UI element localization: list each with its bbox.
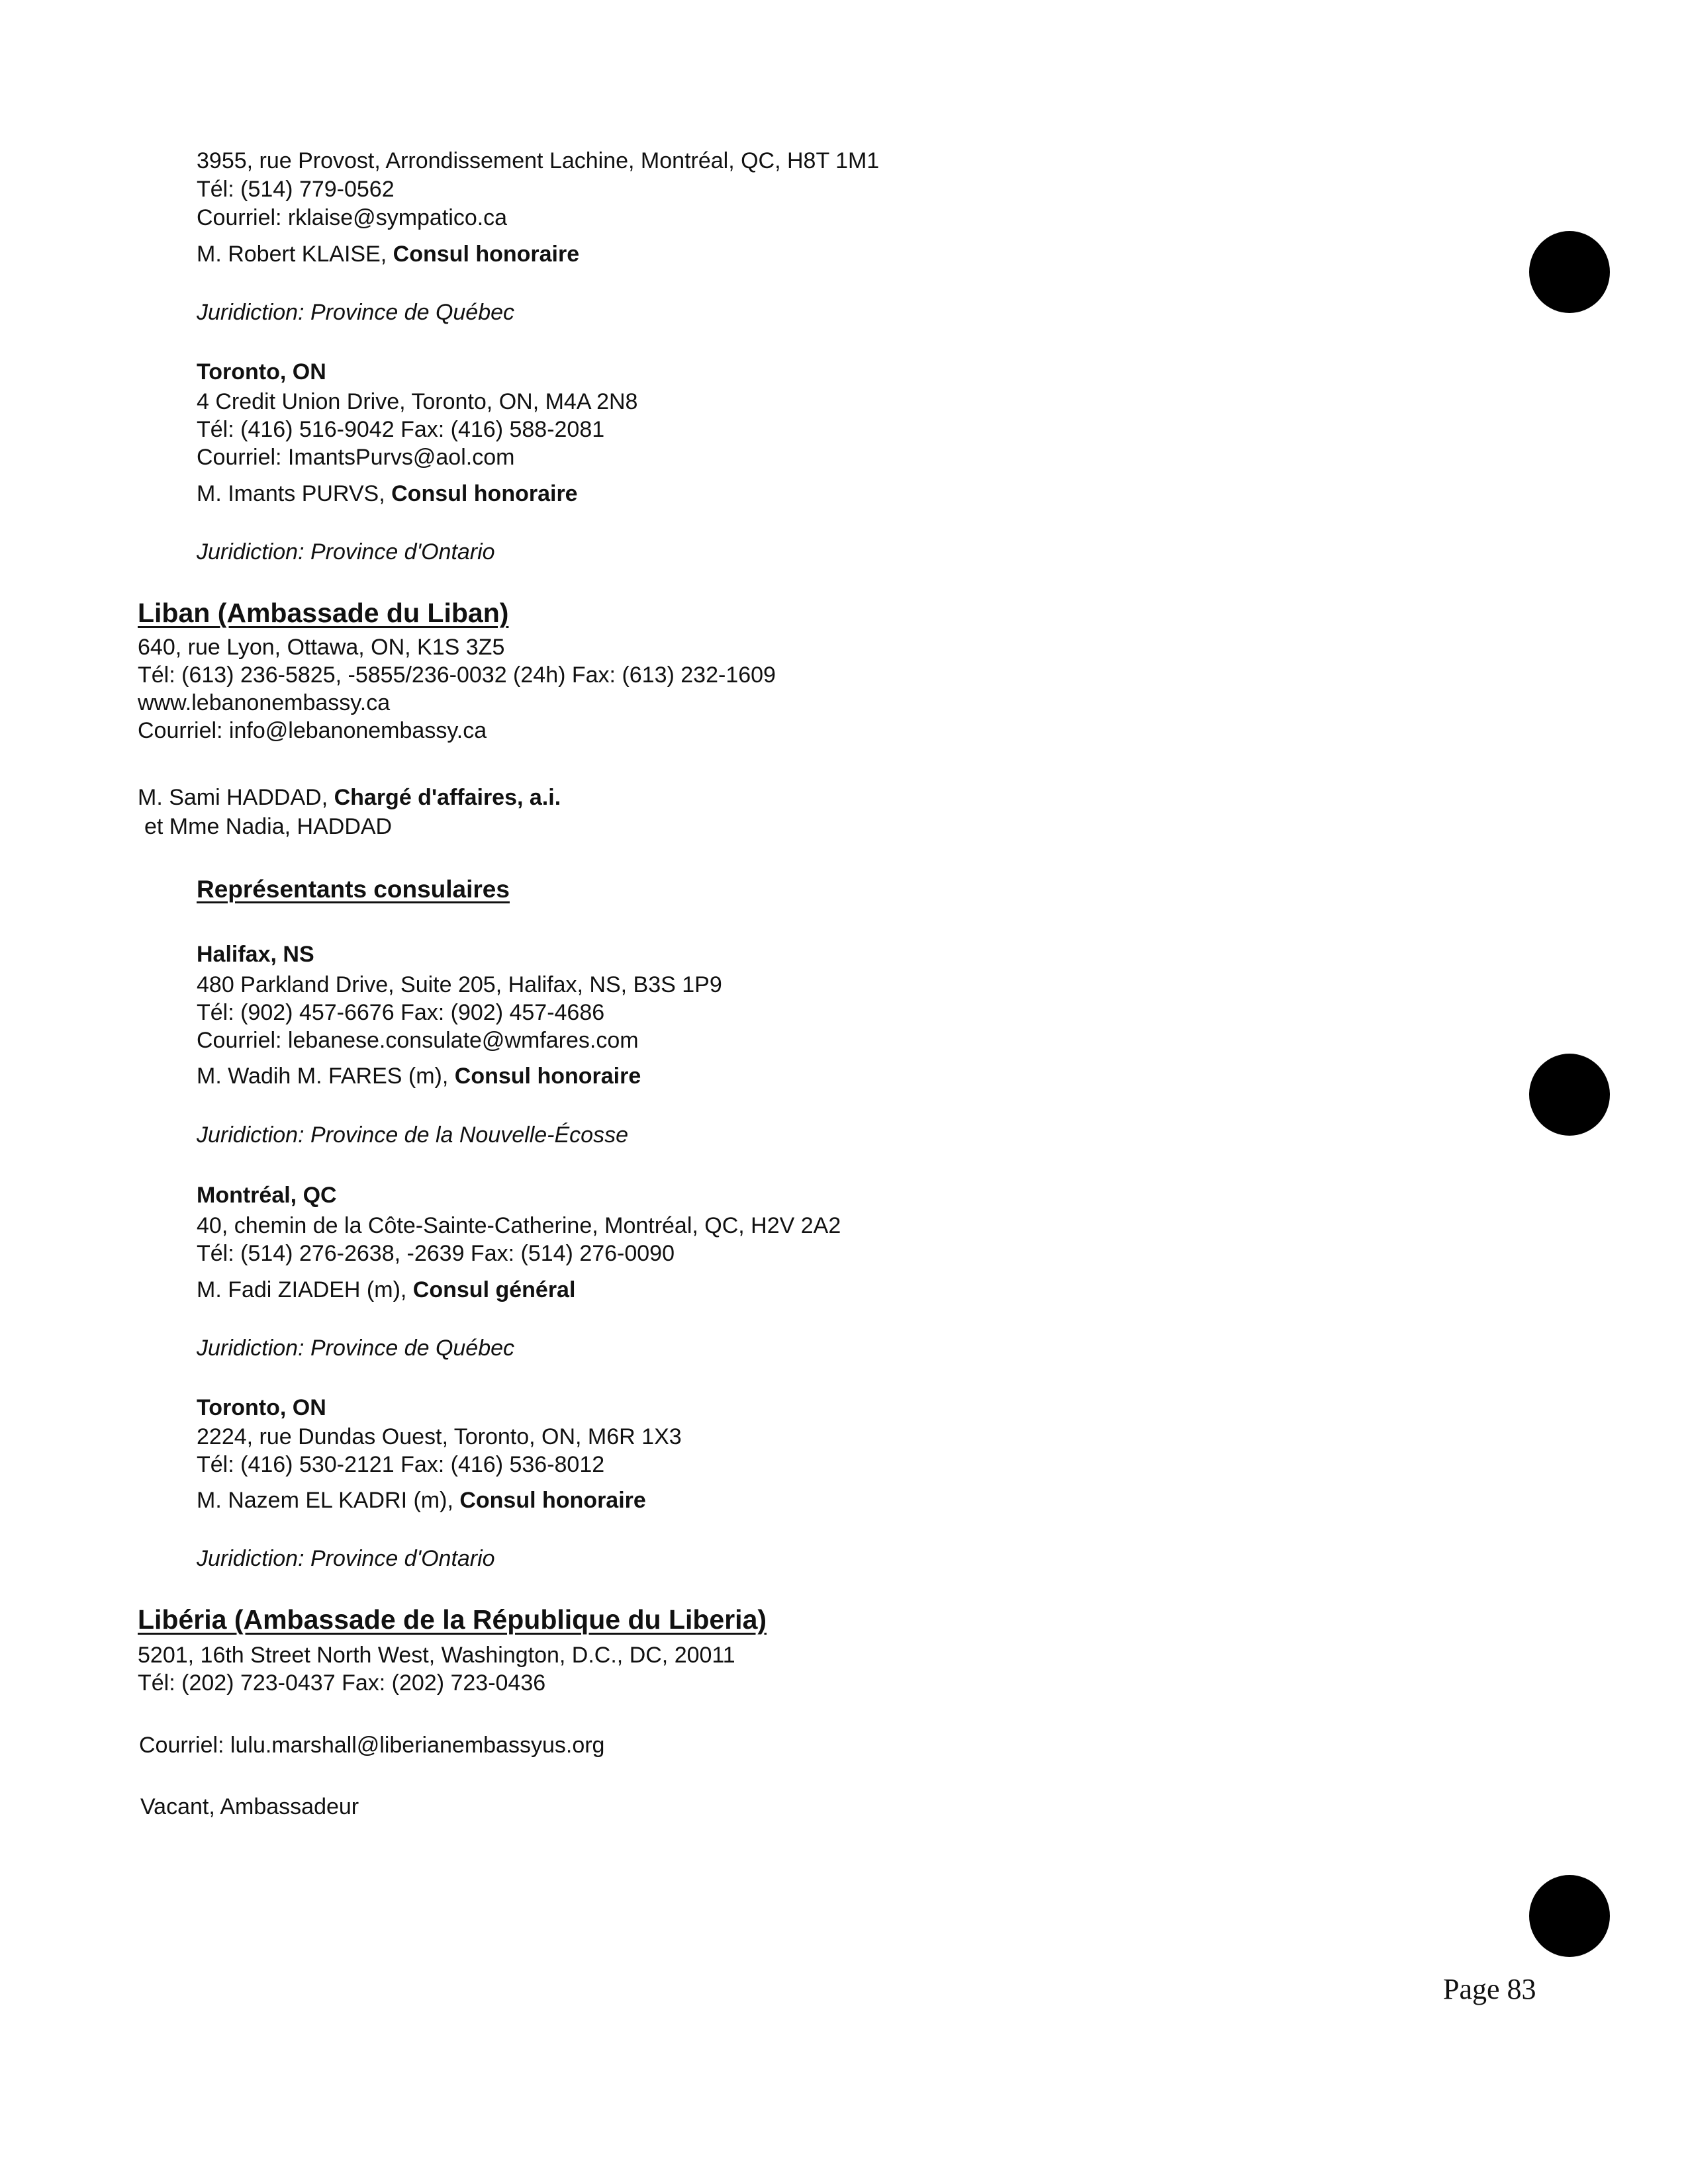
city-heading: Toronto, ON	[197, 1395, 326, 1420]
representative	[197, 1489, 646, 1512]
rep-name: M. Nazem EL KADRI (m),	[197, 1488, 460, 1513]
rep-title: Consul général	[412, 1277, 576, 1302]
phone: Tél: (416) 530-2121 Fax: (416) 536-8012	[197, 1452, 605, 1477]
phone: Tél: (613) 236-5825, -5855/236-0032 (24h) Fax: (613) 232-1609	[138, 662, 776, 688]
jurisdiction: Juridiction: Province de Québec	[197, 300, 515, 325]
address: 5201, 16th Street North West, Washington, D.C., DC, 20011	[138, 1643, 735, 1668]
section-heading: Représentants consulaires	[197, 876, 510, 903]
rep-name: M. Imants PURVS,	[197, 481, 392, 506]
rep-name: M. Robert KLAISE,	[197, 242, 393, 267]
jurisdiction: Juridiction: Province de Québec	[197, 1336, 515, 1361]
address: 2224, rue Dundas Ouest, Toronto, ON, M6R 1X3	[197, 1424, 682, 1449]
head-title: Chargé d'affaires, a.i.	[334, 785, 561, 810]
city-heading: Montréal, QC	[197, 1183, 337, 1208]
country-heading: Liban (Ambassade du Liban)	[138, 598, 509, 628]
address: 640, rue Lyon, Ottawa, ON, K1S 3Z5	[138, 635, 505, 660]
rep-name: M. Fadi ZIADEH (m),	[197, 1277, 413, 1302]
rep-title: Consul honoraire	[393, 242, 580, 267]
email: Courriel: rklaise@sympatico.ca	[197, 205, 508, 230]
address: 3955, rue Provost, Arrondissement Lachine, Montréal, QC, H8T 1M1	[197, 148, 880, 173]
jurisdiction: Juridiction: Province d'Ontario	[197, 1546, 495, 1571]
city-heading: Halifax, NS	[197, 942, 314, 967]
address: 480 Parkland Drive, Suite 205, Halifax, NS, B3S 1P9	[197, 972, 722, 997]
email: Courriel: info@lebanonembassy.ca	[138, 718, 487, 743]
representative	[197, 1065, 641, 1087]
head-of-mission: Vacant, Ambassadeur	[140, 1794, 359, 1819]
rep-title: Consul honoraire	[459, 1488, 646, 1513]
phone: Tél: (202) 723-0437 Fax: (202) 723-0436	[138, 1670, 546, 1696]
email: Courriel: ImantsPurvs@aol.com	[197, 445, 515, 470]
phone: Tél: (514) 276-2638, -2639 Fax: (514) 276-0090	[197, 1241, 675, 1266]
jurisdiction: Juridiction: Province d'Ontario	[197, 539, 495, 565]
representative	[197, 482, 578, 505]
email: Courriel: lebanese.consulate@wmfares.com	[197, 1028, 639, 1053]
head-name: M. Sami HADDAD,	[138, 785, 334, 810]
website: www.lebanonembassy.ca	[138, 690, 391, 715]
representative	[197, 1279, 575, 1301]
email: Courriel: lulu.marshall@liberianembassyus.org	[139, 1733, 605, 1758]
phone: Tél: (902) 457-6676 Fax: (902) 457-4686	[197, 1000, 605, 1025]
address: 4 Credit Union Drive, Toronto, ON, M4A 2N8	[197, 389, 638, 414]
page-number: Page 83	[1443, 1973, 1536, 2005]
spouse: et Mme Nadia, HADDAD	[144, 814, 393, 839]
binder-hole-mark	[1529, 231, 1610, 313]
address: 40, chemin de la Côte-Sainte-Catherine, Montréal, QC, H2V 2A2	[197, 1213, 841, 1238]
phone: Tél: (514) 779-0562	[197, 177, 395, 202]
representative	[197, 243, 579, 265]
city-heading: Toronto, ON	[197, 359, 326, 385]
binder-hole-mark	[1529, 1875, 1610, 1957]
jurisdiction: Juridiction: Province de la Nouvelle-Écosse	[197, 1122, 628, 1148]
country-heading: Libéria (Ambassade de la République du Liberia)	[138, 1604, 767, 1635]
rep-title: Consul honoraire	[454, 1064, 641, 1089]
binder-hole-mark	[1529, 1054, 1610, 1136]
rep-title: Consul honoraire	[391, 481, 578, 506]
phone: Tél: (416) 516-9042 Fax: (416) 588-2081	[197, 417, 605, 442]
rep-name: M. Wadih M. FARES (m),	[197, 1064, 455, 1089]
head-of-mission	[138, 786, 561, 809]
